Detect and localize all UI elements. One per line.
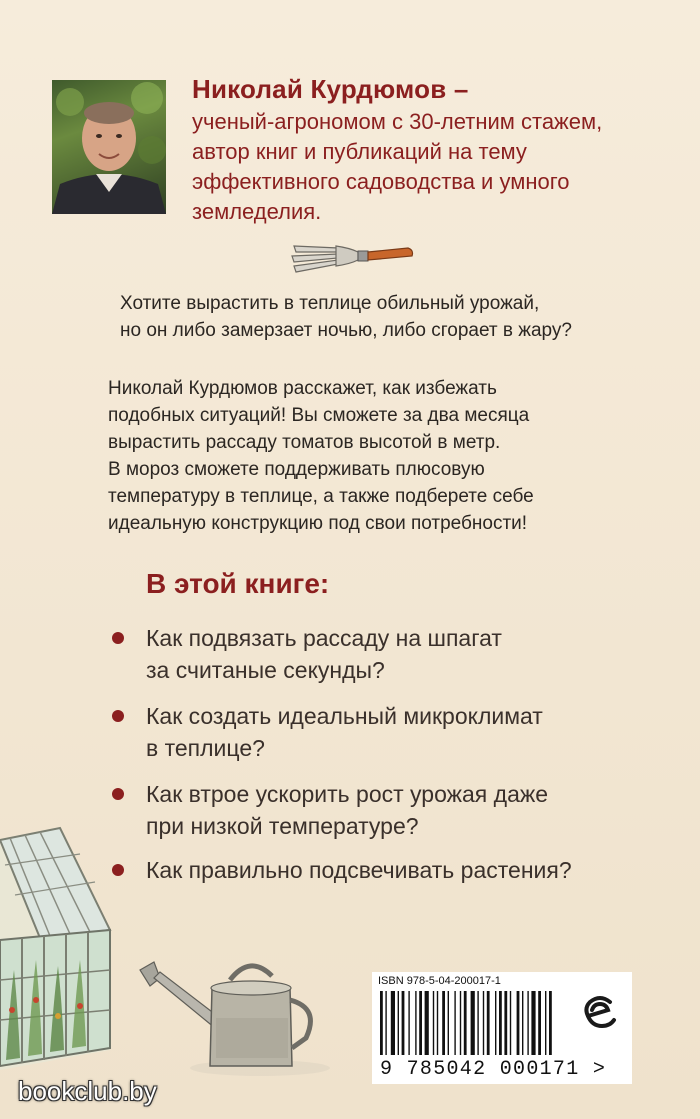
watering-can-illustration (120, 958, 330, 1083)
garden-fork-icon (288, 234, 418, 283)
list-item-line: Как подвязать рассаду на шпагат (146, 625, 502, 651)
barcode-icon (380, 991, 560, 1057)
list-item-line: при низкой температуре? (146, 813, 419, 839)
eksmo-logo-icon (578, 990, 622, 1039)
description-paragraph (108, 375, 688, 537)
author-bio-line: эффективного садоводства и умного (192, 169, 570, 194)
intro-line: но он либо замерзает ночью, либо сгорает в жару? (120, 320, 572, 341)
list-item-line: Как правильно подсвечивать растения? (146, 857, 572, 883)
bullet-dot-icon (112, 788, 124, 800)
description-line: температуру в теплице, а также подберете себе (108, 486, 534, 507)
author-bio (192, 107, 672, 227)
description-line: В мороз сможете поддерживать плюсовую (108, 459, 485, 480)
barcode-digits: 9 785042 000171 > (380, 1058, 607, 1081)
list-item-line: за считаные секунды? (146, 657, 385, 683)
bullet-dot-icon (112, 710, 124, 722)
author-bio-line: ученый-агрономом с 30-летним стажем, (192, 109, 603, 134)
intro-line: Хотите вырастить в теплице обильный урожай, (120, 293, 540, 314)
description-line: Николай Курдюмов расскажет, как избежать (108, 378, 497, 399)
author-bio-line: автор книг и публикаций на тему (192, 139, 527, 164)
greenhouse-illustration (0, 820, 130, 1085)
author-bio-line: земледелия. (192, 199, 322, 224)
description-line: идеальную конструкцию под свои потребности! (108, 513, 528, 534)
intro-paragraph (120, 290, 680, 344)
list-item-line: Как создать идеальный микроклимат (146, 703, 543, 729)
description-line: вырастить рассаду томатов высотой в метр. (108, 432, 501, 453)
author-photo (52, 80, 166, 214)
site-watermark: bookclub.by (18, 1076, 157, 1106)
list-item-line: Как втрое ускорить рост урожая даже (146, 781, 549, 807)
list-item-line: в теплице? (146, 735, 265, 761)
author-name: Николай Курдюмов – (192, 74, 469, 104)
description-line: подобных ситуаций! Вы сможете за два месяца (108, 405, 530, 426)
bullet-dot-icon (112, 632, 124, 644)
in-book-heading: В этой книге: (146, 568, 330, 599)
isbn-label: ISBN 978-5-04-200017-1 (378, 975, 501, 987)
